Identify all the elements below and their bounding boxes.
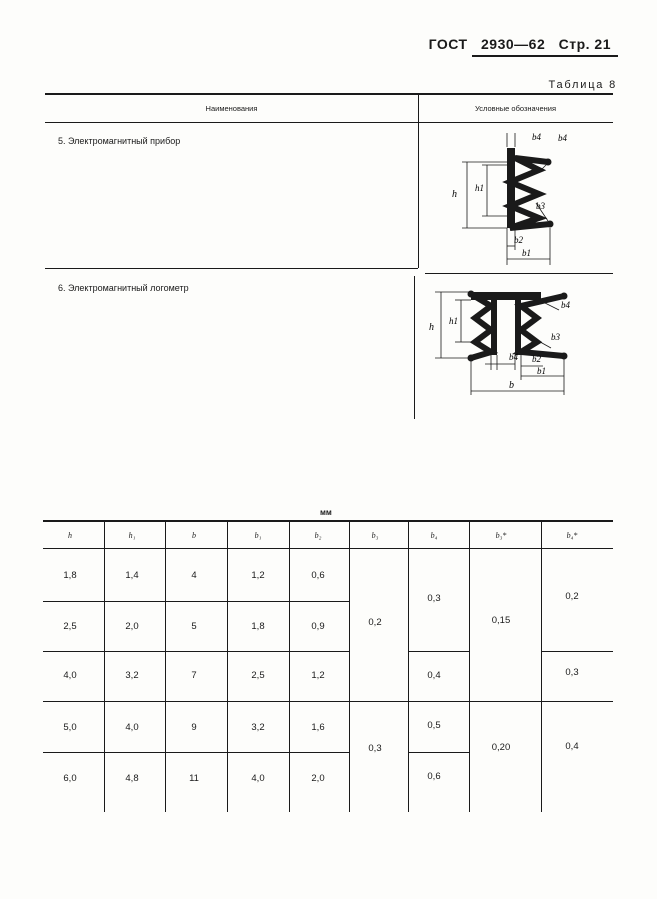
column-rule bbox=[408, 521, 409, 812]
table-cell: 0,4 bbox=[427, 670, 441, 681]
label-b: b bbox=[509, 380, 514, 391]
column-rule bbox=[541, 521, 542, 812]
standard-label: ГОСТ bbox=[428, 36, 468, 52]
table-cell: 4 bbox=[191, 570, 197, 581]
table-cell: 1,6 bbox=[311, 722, 325, 733]
electromagnetic-ratiometer-symbol bbox=[425, 280, 585, 405]
electromagnetic-instrument-symbol bbox=[440, 125, 580, 270]
label-b2: b2 bbox=[514, 235, 523, 245]
table-cell: 2,0 bbox=[125, 621, 139, 632]
table-cell: 3,2 bbox=[125, 670, 139, 681]
table-cell: 0,2 bbox=[368, 617, 382, 628]
row-rule bbox=[43, 752, 349, 753]
page-header bbox=[420, 36, 611, 52]
column-header: b₃* bbox=[495, 531, 507, 540]
table-cell: 9 bbox=[191, 722, 197, 733]
table-caption: Таблица 8 bbox=[548, 79, 617, 91]
table-row-label: 6. Электромагнитный логометр bbox=[58, 283, 189, 293]
label-b4: b4 bbox=[509, 352, 518, 362]
column-header: b₃ bbox=[371, 531, 379, 540]
terminal-dot bbox=[545, 159, 551, 165]
row-rule bbox=[541, 701, 613, 702]
row-rule bbox=[408, 752, 469, 753]
table-cell: 3,2 bbox=[251, 722, 265, 733]
table-cell: 4,8 bbox=[125, 773, 139, 784]
table-divider-lower bbox=[414, 276, 415, 419]
column-header-symbols: Условные обозначения bbox=[474, 104, 557, 113]
dims-header-rule bbox=[43, 548, 613, 549]
label-b4: b4 bbox=[561, 300, 570, 310]
row-rule bbox=[469, 701, 541, 702]
table-cell: 0,5 bbox=[427, 720, 441, 731]
table-row-label: 5. Электромагнитный прибор bbox=[58, 136, 181, 146]
terminal-dot bbox=[547, 221, 553, 227]
row-rule bbox=[408, 651, 469, 652]
column-rule bbox=[104, 521, 105, 812]
row-separator-left bbox=[45, 268, 418, 269]
table-header-rule bbox=[45, 122, 613, 123]
label-h1: h1 bbox=[449, 316, 458, 326]
label-b1: b1 bbox=[537, 366, 546, 376]
row-rule bbox=[43, 701, 349, 702]
table-cell: 2,0 bbox=[311, 773, 325, 784]
table-cell: 6,0 bbox=[63, 773, 77, 784]
terminal-dot bbox=[561, 293, 567, 299]
label-b3: b3 bbox=[551, 332, 560, 342]
table-cell: 0,3 bbox=[368, 743, 382, 754]
column-header: h bbox=[68, 531, 72, 540]
column-rule bbox=[469, 521, 470, 812]
column-header-names: Наименования bbox=[205, 104, 258, 113]
coil-winding-right bbox=[521, 296, 564, 356]
table-cell: 1,2 bbox=[251, 570, 265, 581]
table-cell: 1,8 bbox=[63, 570, 77, 581]
table-cell: 4,0 bbox=[251, 773, 265, 784]
coil-winding-left bbox=[471, 294, 491, 358]
row-rule bbox=[43, 601, 349, 602]
table-cell: 1,2 bbox=[311, 670, 325, 681]
table-cell: 0,3 bbox=[565, 667, 579, 678]
column-rule bbox=[289, 521, 290, 812]
column-header: b₂ bbox=[314, 531, 322, 540]
column-rule bbox=[165, 521, 166, 812]
label-h: h bbox=[452, 189, 457, 200]
column-header: b₄* bbox=[566, 531, 578, 540]
label-b3: b3 bbox=[536, 201, 545, 211]
row-separator-right bbox=[425, 273, 613, 274]
label-b1: b1 bbox=[522, 248, 531, 258]
table-cell: 4,0 bbox=[63, 670, 77, 681]
table-cell: 0,20 bbox=[491, 742, 511, 753]
coil-winding bbox=[510, 158, 550, 228]
row-rule bbox=[408, 701, 469, 702]
table-cell: 0,15 bbox=[491, 615, 511, 626]
core-bar bbox=[507, 148, 515, 228]
column-header: h₁ bbox=[128, 531, 136, 540]
label-b2: b2 bbox=[532, 354, 541, 364]
column-rule bbox=[349, 521, 350, 812]
table-cell: 1,4 bbox=[125, 570, 139, 581]
column-rule bbox=[227, 521, 228, 812]
row-rule bbox=[43, 651, 349, 652]
label-h1: h1 bbox=[475, 183, 484, 193]
row-rule bbox=[349, 701, 408, 702]
table-cell: 0,2 bbox=[565, 591, 579, 602]
table-cell: 5 bbox=[191, 621, 197, 632]
column-header: b₄ bbox=[430, 531, 438, 540]
table-cell: 5,0 bbox=[63, 722, 77, 733]
table-cell: 0,6 bbox=[427, 771, 441, 782]
table-cell: 2,5 bbox=[63, 621, 77, 632]
table-cell: 7 bbox=[191, 670, 197, 681]
page-number: Стр. 21 bbox=[558, 36, 611, 52]
standard-number: 2930—62 bbox=[481, 36, 546, 52]
row-rule bbox=[541, 651, 613, 652]
table-cell: 0,9 bbox=[311, 621, 325, 632]
table-cell: 4,0 bbox=[125, 722, 139, 733]
table-top-rule bbox=[45, 93, 613, 95]
table-cell: 0,3 bbox=[427, 593, 441, 604]
table-cell: 0,6 bbox=[311, 570, 325, 581]
dims-top-rule bbox=[43, 520, 613, 522]
table-cell: 0,4 bbox=[565, 741, 579, 752]
column-header: b₁ bbox=[254, 531, 262, 540]
units-label: мм bbox=[320, 508, 332, 517]
table-cell: 11 bbox=[189, 773, 199, 784]
label-h: h bbox=[429, 322, 434, 333]
table-cell: 1,8 bbox=[251, 621, 265, 632]
label-b4: b4 bbox=[558, 133, 567, 143]
label-b4: b4 bbox=[532, 132, 541, 142]
table-cell: 2,5 bbox=[251, 670, 265, 681]
column-header: b bbox=[192, 531, 196, 540]
table-divider-upper bbox=[418, 93, 419, 268]
header-rule bbox=[472, 55, 618, 57]
